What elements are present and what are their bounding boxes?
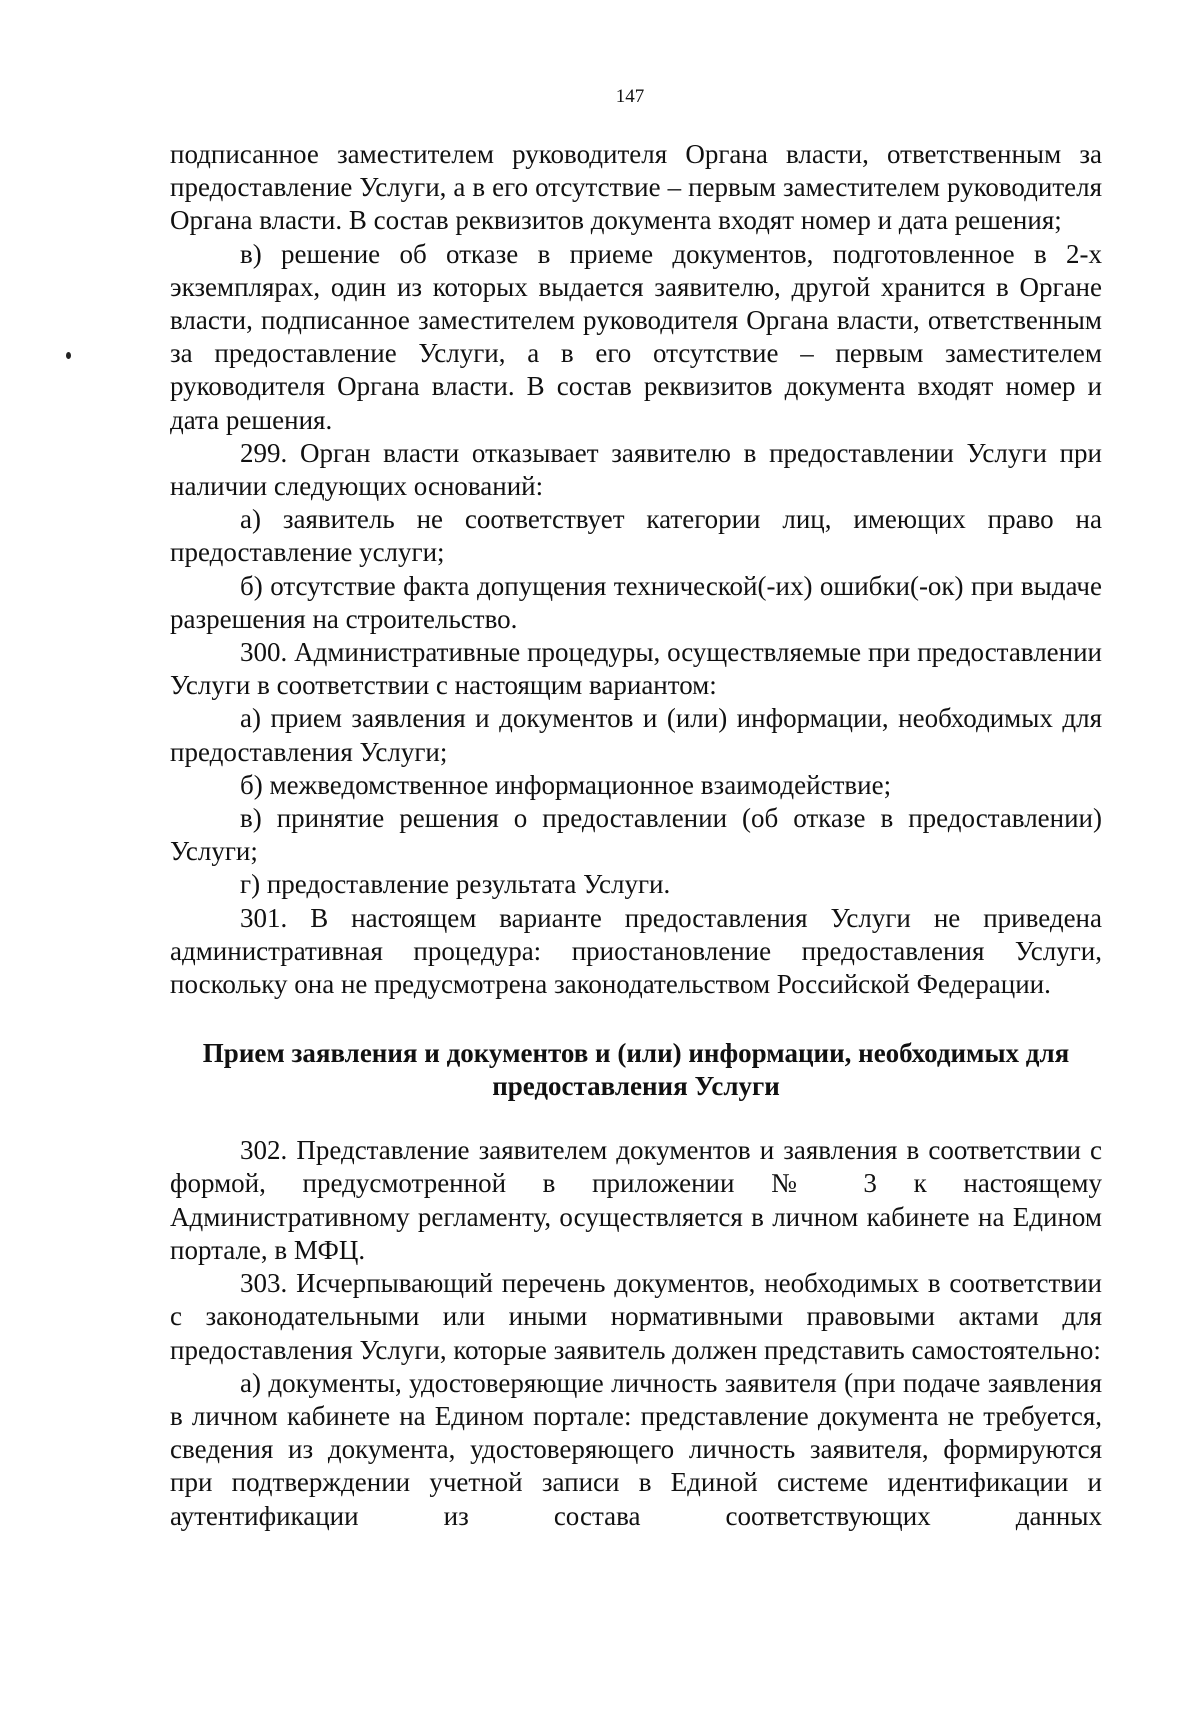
paragraph-303: 303. Исчерпывающий перечень документов, необходимых в соответствии с законодательными или иными нормативными правовыми актами для предоставления Услуги, которые заявитель должен представить самостоятельно: [170,1268,1102,1365]
paragraph-continuation: подписанное заместителем руководителя Органа власти, ответственным за предоставление Услуги, а в его отсутствие – первым заместителем руководителя Органа власти. В состав реквизитов документа входят номер и дата решения; [170,139,1102,236]
section-heading: Прием заявления и документов и (или) информации, необходимых для предоставления Услуги [202,1038,1070,1102]
paragraph-300-item-g: г) предоставление результата Услуги. [240,869,671,900]
paragraph-300-item-v: в) принятие решения о предоставлении (об отказе в предоставлении) Услуги; [170,803,1102,867]
paragraph-303-item-a: а) документы, удостоверяющие личность заявителя (при подаче заявления в личном кабинете на Едином портале: представление документа не требуется, сведения из документа, удостоверяющего личность заявителя, формируются при подтверждении учетной записи в Единой системе идентификации и аутентификации из состава соответствующих данных [170,1367,1102,1531]
paragraph-301: 301. В настоящем варианте предоставления Услуги не приведена административная процедура: приостановление предоставления Услуги, поскольку она не предусмотрена законодательством Российской Федерации. [170,902,1102,1000]
paragraph-299-item-b: б) отсутствие факта допущения технической(-их) ошибки(-ок) при выдаче разрешения на строительство. [170,570,1102,634]
paragraph-302: 302. Представление заявителем документов и заявления в соответствии с формой, предусмотренной в приложении № 3 к настоящему Административному регламенту, осуществляется в личном кабинете на Едином портале, в МФЦ. [170,1135,1102,1265]
paragraph-300-item-b: б) межведомственное информационное взаимодействие; [240,769,892,800]
paragraph-300-item-a: а) прием заявления и документов и (или) информации, необходимых для предоставления Услуги; [170,703,1102,767]
paragraph-299: 299. Орган власти отказывает заявителю в предоставлении Услуги при наличии следующих оснований: [170,437,1102,502]
paragraph-299-item-a: а) заявитель не соответствует категории лиц, имеющих право на предоставление услуги; [170,504,1102,568]
margin-dot [66,352,71,359]
paragraph-300: 300. Административные процедуры, осуществляемые при предоставлении Услуги в соответствии с настоящим вариантом: [170,637,1102,701]
page-number: 147 [615,86,645,107]
paragraph-item-v-refusal-decision: в) решение об отказе в приеме документов, подготовленное в 2-х экземплярах, один из которых выдается заявителю, другой хранится в Органе власти, подписанное заместителем руководителя Органа власти, ответственным за предоставление Услуги, а в его отсутствие – первым заместителем руководителя Органа власти. В состав реквизитов документа входят номер и дата решения. [170,238,1102,435]
document-body [170,138,1102,1533]
